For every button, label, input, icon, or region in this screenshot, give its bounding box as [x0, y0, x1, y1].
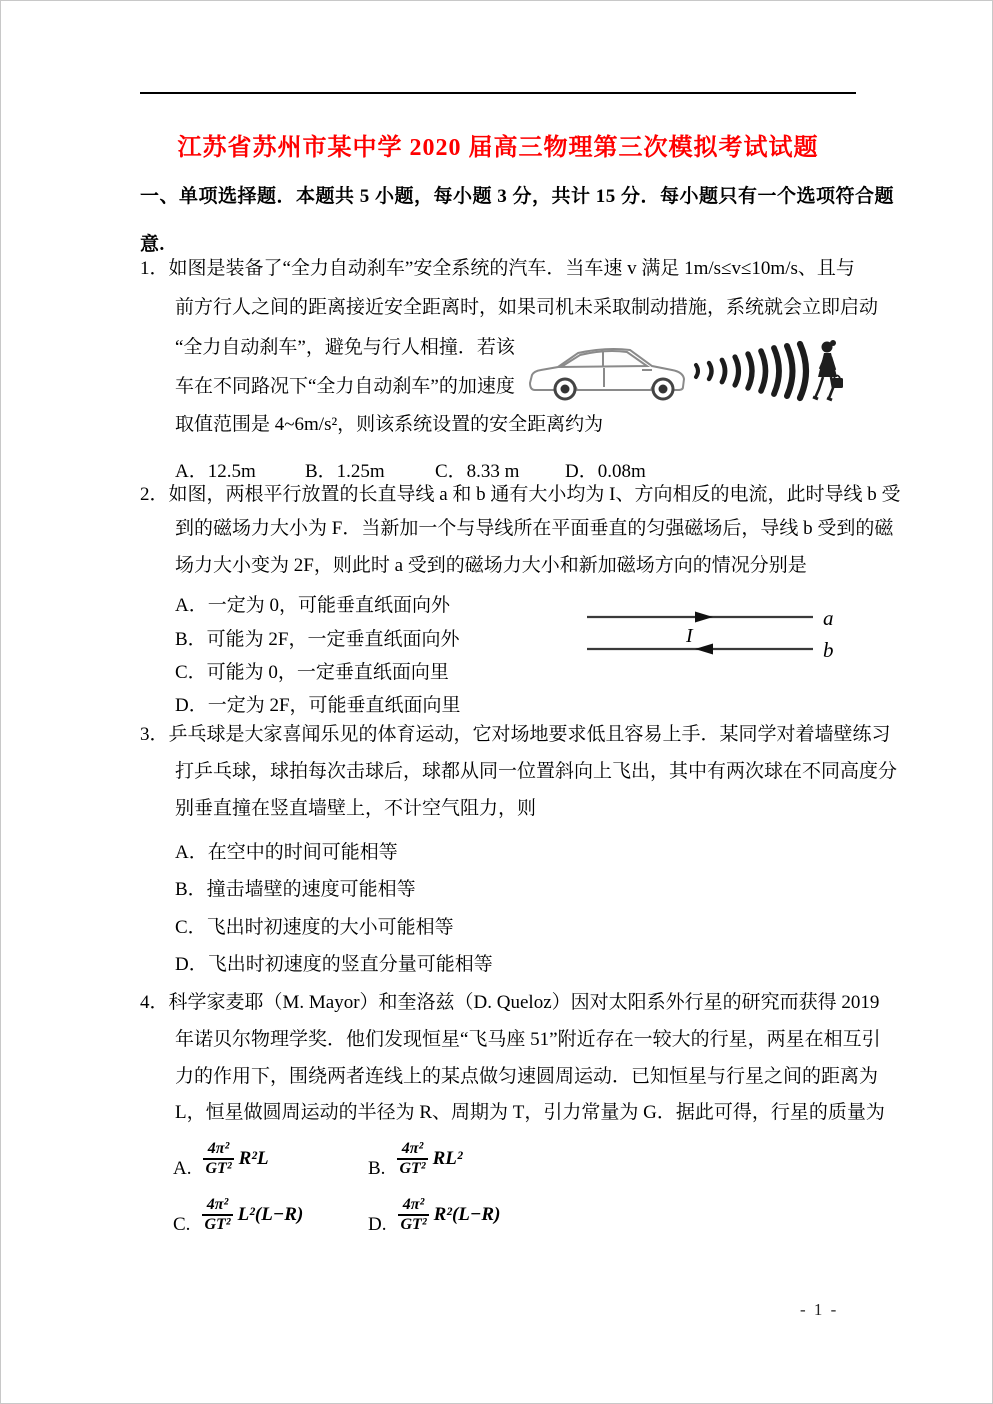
q4-option-b-expression: RL²	[432, 1148, 463, 1170]
q4-option-d	[368, 1196, 500, 1235]
page-number: - 1 -	[800, 1300, 839, 1319]
q4-option-d-fraction	[398, 1196, 428, 1235]
q4-option-c-expression: L²(L−R)	[237, 1204, 304, 1226]
fraction-numerator: 4π²	[206, 1196, 229, 1213]
q3-line3: 别垂直撞在竖直墙壁上，不计空气阻力，则	[175, 798, 537, 819]
q2-line1: 2．如图，两根平行放置的长直导线 a 和 b 通有大小均为 I、方向相反的电流，此时导线 b 受	[140, 484, 901, 505]
q3-option-a: A．在空中的时间可能相等	[175, 842, 398, 863]
q4-option-a-label: A.	[173, 1157, 192, 1179]
parallel-wires-figure	[585, 604, 850, 662]
current-arrow-right-icon	[695, 612, 713, 623]
fraction-numerator: 4π²	[401, 1140, 424, 1157]
q1-option-d: D．0.08m	[565, 461, 646, 482]
q1-line1: 1．如图是装备了“全力自动刹车”安全系统的汽车．当车速 v 满足 1m/s≤v≤10m/s、且与	[140, 258, 855, 279]
q4-option-c-label: C.	[173, 1213, 191, 1235]
q4-line4: L，恒星做圆周运动的半径为 R、周期为 T，引力常量为 G．据此可得，行星的质量为	[175, 1102, 885, 1123]
fraction-denominator: GT²	[400, 1216, 427, 1234]
q1-line5: 取值范围是 4~6m/s²，则该系统设置的安全距离约为	[175, 414, 604, 435]
q2-option-b: B．可能为 2F，一定垂直纸面向外	[175, 629, 460, 650]
q2-option-d: D．一定为 2F，可能垂直纸面向里	[175, 695, 461, 716]
q1-line4: 车在不同路况下“全力自动刹车”的加速度	[175, 376, 515, 397]
fraction-denominator: GT²	[204, 1216, 231, 1234]
q4-line3: 力的作用下，围绕两者连线上的某点做匀速圆周运动．已知恒星与行星之间的距离为	[175, 1066, 879, 1087]
q2-option-c: C．可能为 0，一定垂直纸面向里	[175, 662, 449, 683]
wire-b-label: b	[823, 638, 834, 662]
q4-line1: 4．科学家麦耶（M. Mayor）和奎洛兹（D. Queloz）因对太阳系外行星的研究而获得 2019	[140, 992, 880, 1013]
q4-option-b	[368, 1140, 463, 1179]
page-title: 江苏省苏州市某中学 2020 届高三物理第三次模拟考试试题	[177, 135, 819, 161]
q2-line2: 到的磁场力大小为 F．当新加一个与导线所在平面垂直的匀强磁场后，导线 b 受到的磁	[175, 518, 894, 539]
current-label: I	[686, 625, 693, 647]
q1-line2: 前方行人之间的距离接近安全距离时，如果司机未采取制动措施，系统就会立即启动	[175, 297, 879, 318]
q4-option-d-expression: R²(L−R)	[433, 1204, 501, 1226]
q3-line2: 打乒乓球，球拍每次击球后，球都从同一位置斜向上飞出，其中有两次球在不同高度分	[175, 761, 898, 782]
section-header-line2: 意.	[140, 234, 165, 255]
q2-line3: 场力大小变为 2F，则此时 a 受到的磁场力大小和新加磁场方向的情况分别是	[175, 555, 807, 576]
q1-option-a: A．12.5m	[175, 461, 256, 482]
q4-option-a	[173, 1140, 269, 1179]
q3-option-b: B．撞击墙壁的速度可能相等	[175, 879, 416, 900]
q3-option-c: C．飞出时初速度的大小可能相等	[175, 917, 454, 938]
fraction-denominator: GT²	[399, 1160, 426, 1178]
radar-waves-icon	[696, 344, 806, 398]
q4-option-a-fraction	[203, 1140, 233, 1179]
q4-option-c-fraction	[202, 1196, 232, 1235]
q1-line3: “全力自动刹车”，避免与行人相撞．若该	[175, 337, 515, 358]
pedestrian-icon	[813, 340, 843, 400]
q3-line1: 3．乒乓球是大家喜闻乐见的体育运动，它对场地要求低且容易上手．某同学对着墙壁练习	[140, 724, 891, 745]
fraction-numerator: 4π²	[207, 1140, 230, 1157]
q4-option-b-label: B.	[368, 1157, 386, 1179]
q2-option-a: A．一定为 0，可能垂直纸面向外	[175, 595, 450, 616]
current-arrow-left-icon	[695, 644, 713, 655]
wire-a-label: a	[823, 606, 834, 630]
section-header-line1: 一、单项选择题．本题共 5 小题，每小题 3 分，共计 15 分．每小题只有一个选项符合题	[140, 186, 895, 207]
parallel-wires-svg	[585, 604, 850, 662]
q4-option-c	[173, 1196, 303, 1235]
car-radar-svg	[524, 337, 846, 407]
q4-option-b-fraction	[397, 1140, 427, 1179]
q4-line2: 年诺贝尔物理学奖．他们发现恒星“飞马座 51”附近存在一较大的行星，两星在相互引	[175, 1029, 881, 1050]
fraction-numerator: 4π²	[402, 1196, 425, 1213]
q1-option-b: B．1.25m	[305, 461, 385, 482]
car-radar-figure	[524, 337, 846, 407]
q4-option-d-label: D.	[368, 1213, 387, 1235]
q3-option-d: D．飞出时初速度的竖直分量可能相等	[175, 954, 493, 975]
q4-option-a-expression: R²L	[238, 1148, 269, 1170]
fraction-denominator: GT²	[205, 1160, 232, 1178]
q1-option-c: C．8.33 m	[435, 461, 520, 482]
header-rule	[140, 92, 856, 94]
